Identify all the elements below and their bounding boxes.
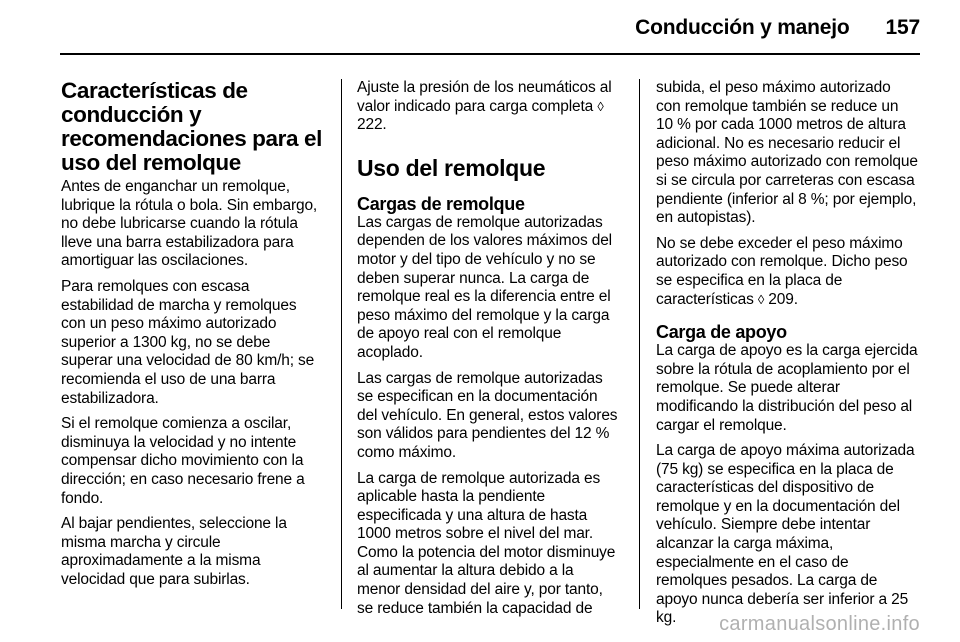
watermark: carmanualsonline.info [719, 613, 920, 635]
paragraph: Si el remolque comienza a oscilar, disminuya la velocidad y no intente compensar dicho movimiento con la dirección; en caso necesario frene a fondo. [61, 415, 305, 507]
chapter-title: Conducción y manejo [635, 16, 850, 39]
page-ref-icon: ◊ [757, 291, 765, 307]
paragraph-text: Ajuste la presión de los neumáticos al valor indicado para carga completa [357, 79, 612, 115]
paragraph: Antes de enganchar un remolque, lubrique la rótula o bola. Sin embargo, no debe lubricarse cuando la rótula lleve una barra estabilizadora para amortiguar las oscilaciones. [61, 178, 318, 270]
paragraph: La carga de apoyo es la carga ejercida sobre la rótula de acoplamiento por el remolque. Se puede alterar modificando la distribución del peso al cargar el remolque. [656, 342, 918, 434]
paragraph-text: No se debe exceder el peso máximo autorizado con remolque. Dicho peso se especifica en la placa de características [656, 234, 908, 308]
subheading-support-load: Carga de apoyo [656, 322, 787, 343]
paragraph-tire-pressure [357, 79, 619, 135]
column-1 [61, 79, 323, 596]
page-number: 157 [885, 16, 920, 39]
column-3 [656, 79, 918, 635]
section-heading-trailer-use: Uso del remolque [357, 154, 546, 181]
paragraph: Al bajar pendientes, seleccione la misma marcha y circule aproximadamente a la misma velocidad que para subirlas. [61, 515, 287, 588]
paragraph: Para remolques con escasa estabilidad de marcha y remolques con un peso máximo autorizado superior a 1300 kg, no se debe superar una velocidad de 80 km/h; se recomienda el uso de una barra estabilizadora. [61, 277, 315, 407]
paragraph: La carga de remolque autorizada es aplicable hasta la pendiente especificada y una altura de hasta 1000 metros sobre el nivel del mar. Como la potencia del motor disminuye al aumentar la altura debido a la menor densidad del aire y, por tanto, se reduce también la capacidad de [357, 469, 616, 617]
paragraph: Las cargas de remolque autorizadas dependen de los valores máximos del motor y del tipo de vehículo y no se deben superar nunca. La carga de remolque real es la diferencia entre el peso máximo del remolque y la carga de apoyo real con el remolque acoplado. [357, 213, 612, 361]
paragraph: La carga de apoyo máxima autorizada (75 kg) se especifica en la placa de características del dispositivo de remolque y en la documentación del vehículo. Siempre debe intentar alcanzar la carga máxima, especialmente en el caso de remolques pesados. La carga de apoyo nunca debería ser inferior a 25 kg. [656, 442, 915, 627]
paragraph-max-weight [656, 235, 918, 309]
paragraph: Las cargas de remolque autorizadas se especifican en la documentación del vehículo. En general, estos valores son válidos para pendientes del 12 % como máximo. [357, 369, 618, 461]
column-divider-2 [639, 79, 640, 609]
section-heading-trailer-tips: Características de conducción y recomendaciones para el uso del remolque [61, 78, 322, 175]
column-divider-1 [341, 79, 342, 609]
page-header [635, 16, 920, 40]
column-2 [357, 79, 619, 625]
page-ref[interactable]: 209. [768, 290, 798, 308]
page-ref[interactable]: 222. [357, 116, 387, 134]
header-rule [60, 53, 920, 55]
page-ref-icon: ◊ [597, 98, 604, 114]
paragraph: subida, el peso máximo autorizado con remolque también se reduce un 10 % por cada 1000 metros de altura adicional. No es necesario reducir el peso máximo autorizado con remolque si se circula por carreteras con escasa pendiente (inferior al 8 %; por ejemplo, en autopistas). [656, 79, 918, 227]
subheading-trailer-loads: Cargas de remolque [357, 193, 525, 214]
